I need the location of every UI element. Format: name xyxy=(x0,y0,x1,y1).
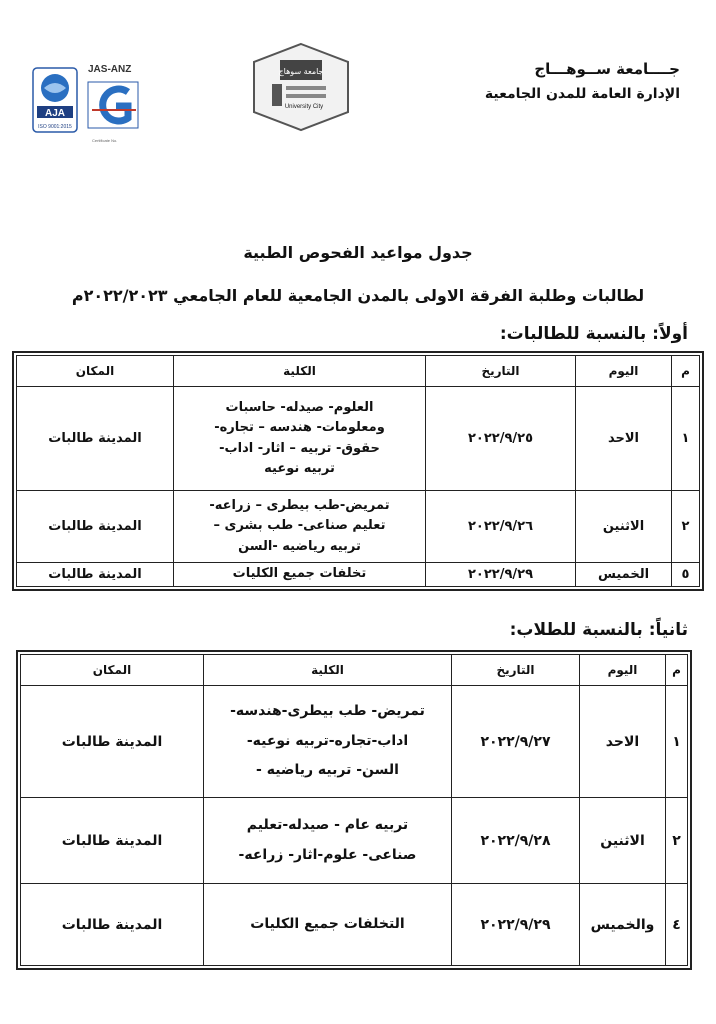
administration-name: الإدارة العامة للمدن الجامعية xyxy=(484,86,680,102)
col-place: المكان xyxy=(17,356,174,387)
col-faculty: الكلية xyxy=(204,655,452,686)
row-day: الاحد xyxy=(576,387,672,491)
table-row xyxy=(17,491,700,563)
row-day: والخميس xyxy=(580,884,666,966)
university-name: جــــامعة ســوهـــاج xyxy=(534,60,680,78)
row-day: الاحد xyxy=(580,686,666,798)
col-num: م xyxy=(666,655,688,686)
section-heading-male: ثانياً: بالنسبة للطلاب: xyxy=(509,620,688,640)
table-header-row xyxy=(17,356,700,387)
university-emblem xyxy=(250,42,352,132)
row-day: الاثنين xyxy=(580,798,666,884)
col-day: اليوم xyxy=(576,356,672,387)
col-faculty: الكلية xyxy=(174,356,426,387)
table-header-row xyxy=(21,655,688,686)
row-date: ٢٠٢٢/٩/٢٩ xyxy=(452,884,580,966)
row-faculty: تمريض-طب بيطرى – زراعه- تعليم صناعى- طب بشرى – تربيه رياضيه -السن xyxy=(174,491,426,563)
emblem-arabic-text: جامعة سوهاج xyxy=(278,67,324,76)
svg-text:Certificate No.: Certificate No. xyxy=(92,138,118,143)
row-date: ٢٠٢٢/٩/٢٧ xyxy=(452,686,580,798)
aja-brand-text: AJA xyxy=(44,108,66,119)
row-day: الخميس xyxy=(576,563,672,587)
row-date: ٢٠٢٢/٩/٢٦ xyxy=(426,491,576,563)
header-text-block xyxy=(485,60,680,102)
table-row xyxy=(21,686,688,798)
row-date: ٢٠٢٢/٩/٢٥ xyxy=(426,387,576,491)
iso-text: ISO 9001:2015 xyxy=(38,124,72,130)
jas-anz-text: JAS-ANZ xyxy=(88,64,132,75)
row-faculty: تمريض- طب بيطرى-هندسه- اداب-تجاره-تربيه نوعيه- السن- تربيه رياضيه - xyxy=(204,686,452,798)
row-faculty: تخلفات جميع الكليات xyxy=(174,563,426,587)
row-date: ٢٠٢٢/٩/٢٩ xyxy=(426,563,576,587)
row-num: ٥ xyxy=(672,563,700,587)
certification-logo xyxy=(32,58,150,150)
row-place: المدينة طالبات xyxy=(17,387,174,491)
row-num: ٤ xyxy=(666,884,688,966)
row-place: المدينة طالبات xyxy=(21,798,204,884)
document-title: جدول مواعيد الفحوص الطبية xyxy=(243,243,473,262)
row-place: المدينة طالبات xyxy=(17,491,174,563)
row-faculty: التخلفات جميع الكليات xyxy=(204,884,452,966)
row-num: ٢ xyxy=(666,798,688,884)
emblem-caption: University City xyxy=(284,104,324,110)
row-place: المدينة طالبات xyxy=(17,563,174,587)
row-place: المدينة طالبات xyxy=(21,686,204,798)
table-row xyxy=(17,387,700,491)
row-num: ٢ xyxy=(672,491,700,563)
col-day: اليوم xyxy=(580,655,666,686)
row-num: ١ xyxy=(672,387,700,491)
table-row xyxy=(21,884,688,966)
schedule-table-male xyxy=(20,654,688,966)
row-faculty: العلوم- صيدله- حاسبات ومعلومات- هندسه – تجاره- حقوق- تربيه – اثار- اداب- تربيه نوعيه xyxy=(174,387,426,491)
col-date: التاريخ xyxy=(452,655,580,686)
section-heading-female: أولاً: بالنسبة للطالبات: xyxy=(499,324,688,344)
col-num: م xyxy=(672,356,700,387)
table-row xyxy=(21,798,688,884)
table-row xyxy=(17,563,700,587)
col-place: المكان xyxy=(21,655,204,686)
row-num: ١ xyxy=(666,686,688,798)
row-date: ٢٠٢٢/٩/٢٨ xyxy=(452,798,580,884)
row-place: المدينة طالبات xyxy=(21,884,204,966)
row-day: الاثنين xyxy=(576,491,672,563)
document-subtitle: لطالبات وطلبة الفرقة الاولى بالمدن الجامعية للعام الجامعي ٢٠٢٢/٢٠٢٣م xyxy=(71,286,645,305)
col-date: التاريخ xyxy=(426,356,576,387)
row-faculty: تربيه عام - صيدله-تعليم صناعى- علوم-اثار- زراعه- xyxy=(204,798,452,884)
schedule-table-female xyxy=(16,355,700,587)
